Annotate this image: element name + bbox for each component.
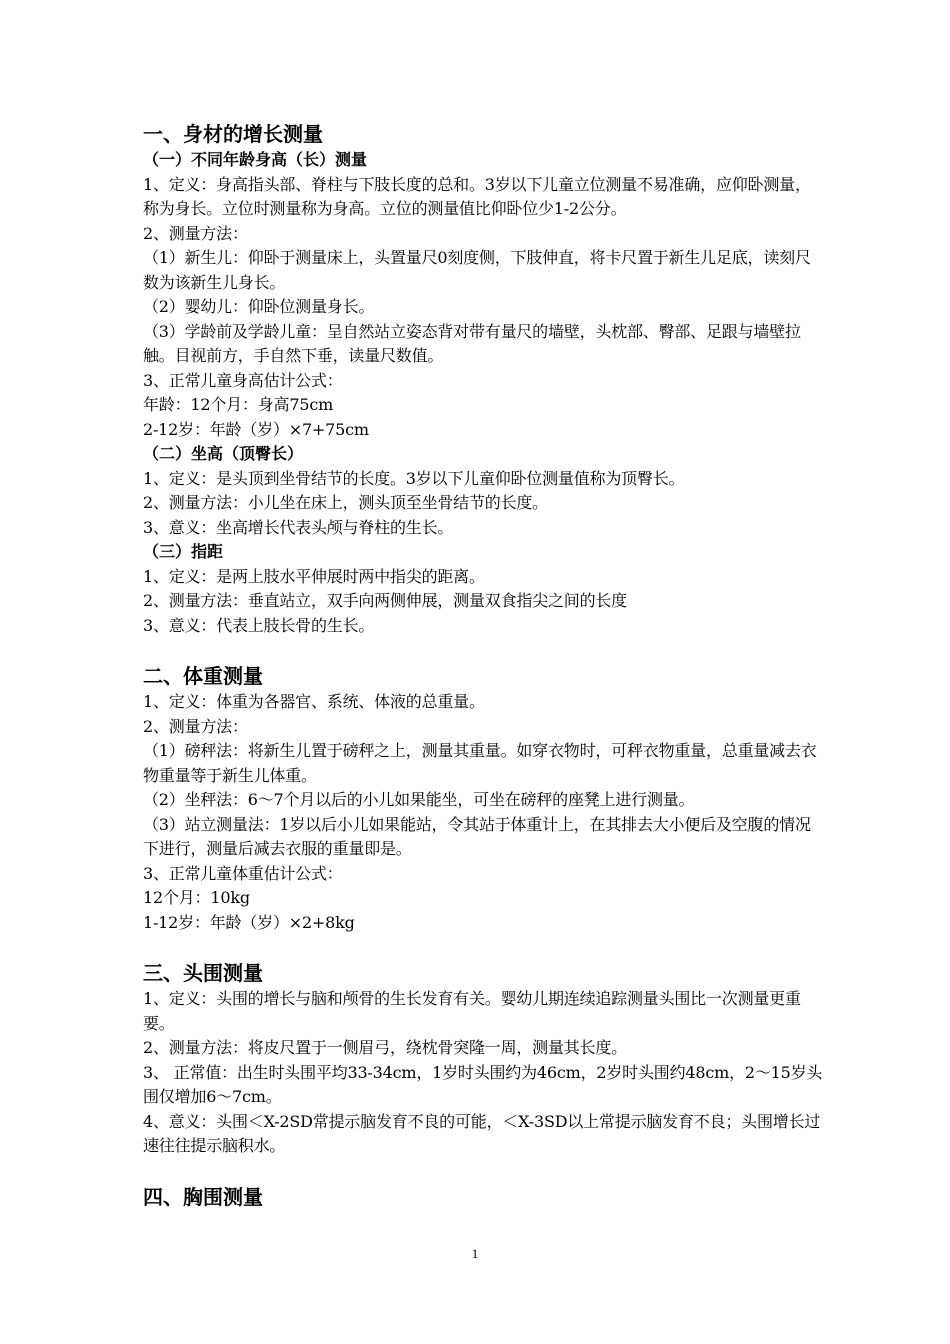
paragraph: 1、定义：体重为各器官、系统、体液的总重量。: [143, 692, 485, 711]
page-number: 1: [471, 1246, 479, 1261]
section-chest-circumference: [143, 1183, 823, 1211]
section-title: 二、体重测量: [143, 664, 263, 688]
subsection-arm-span: [143, 540, 823, 638]
section-growth-measurement: [143, 120, 823, 638]
paragraph: 3、意义：坐高增长代表头颅与脊柱的生长。: [143, 517, 454, 537]
paragraph: （3）学龄前及学龄儿童：呈自然站立姿态背对带有量尺的墙壁，头枕部、臀部、足跟与墙壁拉触。目视前方，手自然下垂，读量尺数值。: [143, 321, 801, 365]
paragraph: （3）站立测量法：1岁以后小儿如果能站，令其站于体重计上，在其排去大小便后及空腹的情况下进行，测量后减去衣服的重量即是。: [143, 814, 811, 858]
paragraph: 年龄：12个月：身高75cm: [143, 395, 334, 414]
paragraph: 1、定义：是头顶到坐骨结节的长度。3岁以下儿童仰卧位测量值称为顶臀长。: [143, 468, 685, 488]
paragraph: 1、定义：身高指头部、脊柱与下肢长度的总和。3岁以下儿童立位测量不易准确，应仰卧测量，称为身长。立位时测量称为身高。立位的测量值比仰卧位少1-2公分。: [143, 174, 811, 218]
paragraph: （2）坐秤法：6～7个月以后的小儿如果能坐，可坐在磅秤的座凳上进行测量。: [143, 790, 695, 809]
paragraph: 2、测量方法：小儿坐在床上，测头顶至坐骨结节的长度。: [143, 493, 548, 512]
subsection-title: （三）指距: [143, 542, 224, 561]
document-page: [143, 120, 823, 1211]
paragraph: 2、测量方法：: [143, 716, 248, 736]
section-title: 四、胸围测量: [143, 1184, 263, 1209]
paragraph: 2、测量方法：将皮尺置于一侧眉弓，绕枕骨突隆一周，测量其长度。: [143, 1038, 627, 1057]
section-weight-measurement: [143, 662, 823, 935]
paragraph: 4、意义：头围＜X-2SD常提示脑发育不良的可能，＜X-3SD以上常提示脑发育不良；头围增长过速往往提示脑积水。: [143, 1111, 821, 1155]
paragraph: 2、测量方法：垂直站立，双手向两侧伸展，测量双食指尖之间的长度: [143, 591, 627, 610]
subsection-height: [143, 148, 823, 442]
paragraph: 1、定义：头围的增长与脑和颅骨的生长发育有关。婴幼儿期连续追踪测量头围比一次测量更重要。: [143, 989, 801, 1033]
paragraph: 3、正常儿童体重估计公式：: [143, 863, 343, 883]
section-title: 一、身材的增长测量: [143, 122, 323, 146]
paragraph: 2、测量方法：: [143, 223, 248, 243]
paragraph: 2-12岁：年龄（岁）×7+75cm: [143, 419, 369, 439]
paragraph: 3、 正常值：出生时头围平均33-34cm，1岁时头围约为46cm，2岁时头围约48cm，2～15岁头围仅增加6～7cm。: [143, 1062, 823, 1106]
paragraph: 12个月：10kg: [143, 888, 250, 907]
section-title: 三、头围测量: [143, 961, 263, 985]
paragraph: 3、正常儿童身高估计公式：: [143, 370, 343, 390]
paragraph: （1）磅秤法：将新生儿置于磅秤之上，测量其重量。如穿衣物时，可秤衣物重量，总重量减去衣物重量等于新生儿体重。: [143, 741, 817, 785]
paragraph: 1-12岁：年龄（岁）×2+8kg: [143, 912, 355, 932]
paragraph: 3、意义：代表上肢长骨的生长。: [143, 615, 375, 635]
section-head-circumference: [143, 959, 823, 1159]
subsection-sitting-height: [143, 442, 823, 540]
paragraph: （2）婴幼儿：仰卧位测量身长。: [143, 297, 375, 316]
subsection-title: （二）坐高（顶臀长）: [143, 444, 304, 463]
paragraph: （1）新生儿：仰卧于测量床上，头置量尺0刻度侧，下肢伸直，将卡尺置于新生儿足底，读刻尺数为该新生儿身长。: [143, 248, 811, 292]
subsection-title: （一）不同年龄身高（长）测量: [143, 150, 368, 169]
paragraph: 1、定义：是两上肢水平伸展时两中指尖的距离。: [143, 566, 485, 586]
